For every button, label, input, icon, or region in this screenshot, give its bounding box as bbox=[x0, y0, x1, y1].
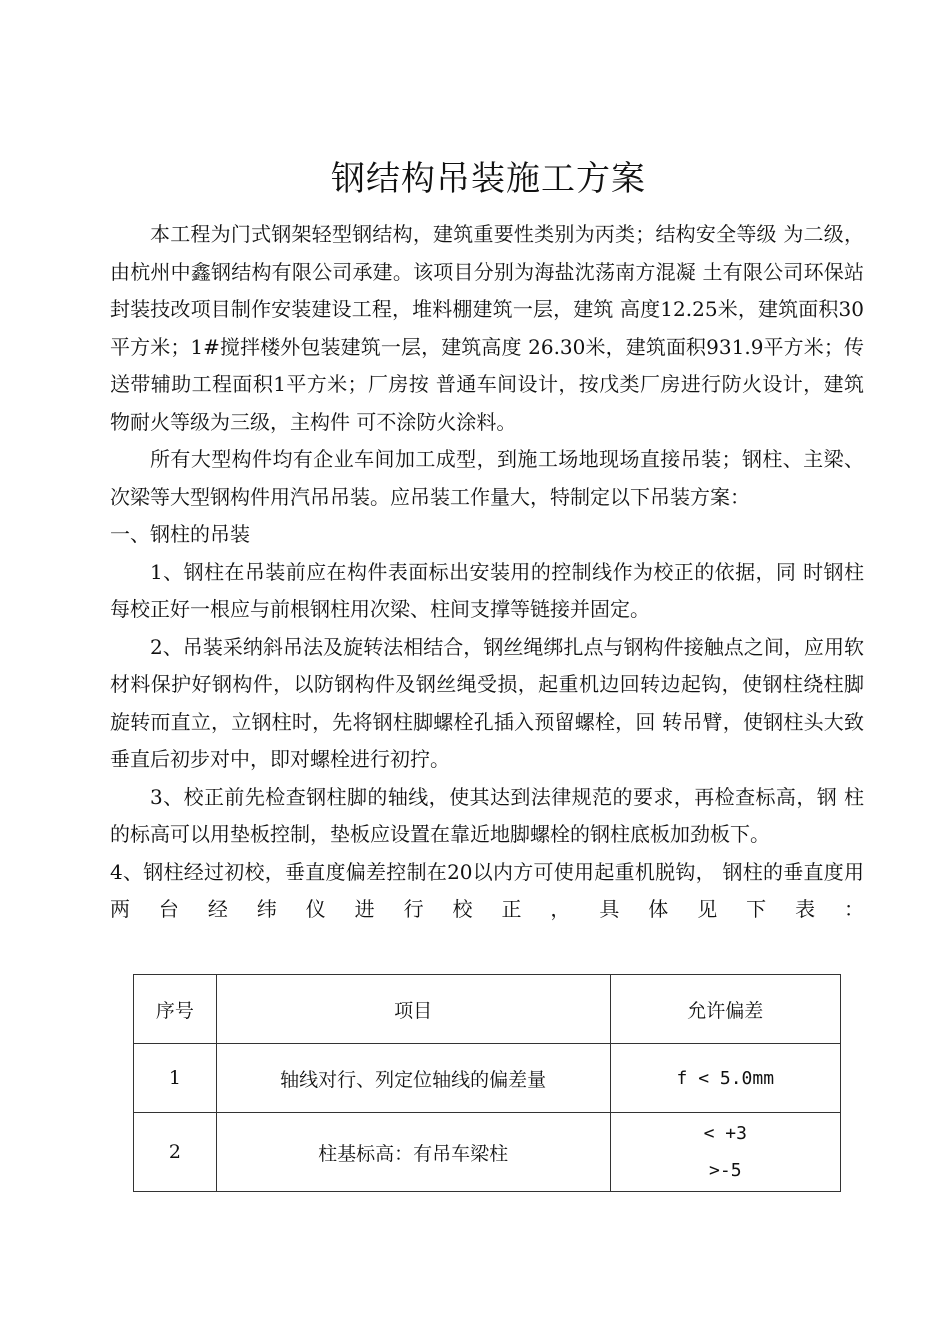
paragraph-step-1: 1、钢柱在吊装前应在构件表面标出安装用的控制线作为校正的依据，同 时钢柱每校正好一根应与前根钢柱用次梁、柱间支撑等链接并固定。 bbox=[110, 559, 864, 621]
cell-no: 2 bbox=[134, 1113, 217, 1192]
table-row bbox=[134, 1044, 841, 1113]
page-title: 钢结构吊装施工方案 bbox=[331, 158, 646, 199]
cell-tolerance bbox=[610, 1113, 840, 1192]
paragraph-intro: 本工程为门式钢架轻型钢结构，建筑重要性类别为丙类；结构安全等级 为二级，由杭州中鑫钢结构有限公司承建。该项目分别为海盐沈荡南方混凝 土有限公司环保站封装技改项目制作安装建设工程，堆料棚建筑一层，建筑 高度12.25米，建筑面积30平方米；1#搅拌楼外包装建筑一层，建筑高度 26.30米，建筑面积931.9平方米；传送带辅助工程面积1平方米；厂房按 普通车间设计，按戊类厂房进行防火设计，建筑物耐火等级为三级，主构件 可不涂防火涂料。 bbox=[110, 222, 864, 434]
tolerance-upper: < +3 bbox=[703, 1123, 747, 1144]
section-heading: 一、钢柱的吊装 bbox=[110, 522, 250, 546]
paragraph-step-3: 3、校正前先检查钢柱脚的轴线，使其达到法律规范的要求，再检查标高，钢 柱的标高可以用垫板控制，垫板应设置在靠近地脚螺栓的钢柱底板加劲板下。 bbox=[110, 784, 864, 846]
header-no: 序号 bbox=[134, 975, 217, 1044]
paragraph-overview: 所有大型构件均有企业车间加工成型，到施工场地现场直接吊装；钢柱、主梁、次梁等大型钢构件用汽吊吊装。应吊装工作量大，特制定以下吊装方案： bbox=[110, 447, 864, 509]
tolerance-table bbox=[133, 974, 841, 1192]
cell-no: 1 bbox=[134, 1044, 217, 1113]
table-header-row bbox=[134, 975, 841, 1044]
tolerance-lower: >-5 bbox=[709, 1160, 742, 1181]
paragraph-step-4: 4、钢柱经过初校，垂直度偏差控制在20以内方可使用起重机脱钩， 钢柱的垂直度用两台经纬仪进行校正，具体见下表： bbox=[110, 859, 864, 921]
paragraph-step-2: 2、吊装采纳斜吊法及旋转法相结合，钢丝绳绑扎点与钢构件接触点之间，应用软材料保护好钢构件，以防钢构件及钢丝绳受损，起重机边回转边起钩，使钢柱绕柱脚旋转而直立，立钢柱时，先将钢柱脚螺栓孔插入预留螺栓，回 转吊臂，使钢柱头大致垂直后初步对中，即对螺栓进行初拧。 bbox=[110, 634, 864, 771]
table-row bbox=[134, 1113, 841, 1192]
document-body bbox=[110, 216, 864, 929]
cell-item: 柱基标高：有吊车梁柱 bbox=[216, 1113, 610, 1192]
header-tolerance: 允许偏差 bbox=[610, 975, 840, 1044]
cell-tolerance: f < 5.0mm bbox=[610, 1044, 840, 1113]
header-item: 项目 bbox=[216, 975, 610, 1044]
cell-item: 轴线对行、列定位轴线的偏差量 bbox=[216, 1044, 610, 1113]
